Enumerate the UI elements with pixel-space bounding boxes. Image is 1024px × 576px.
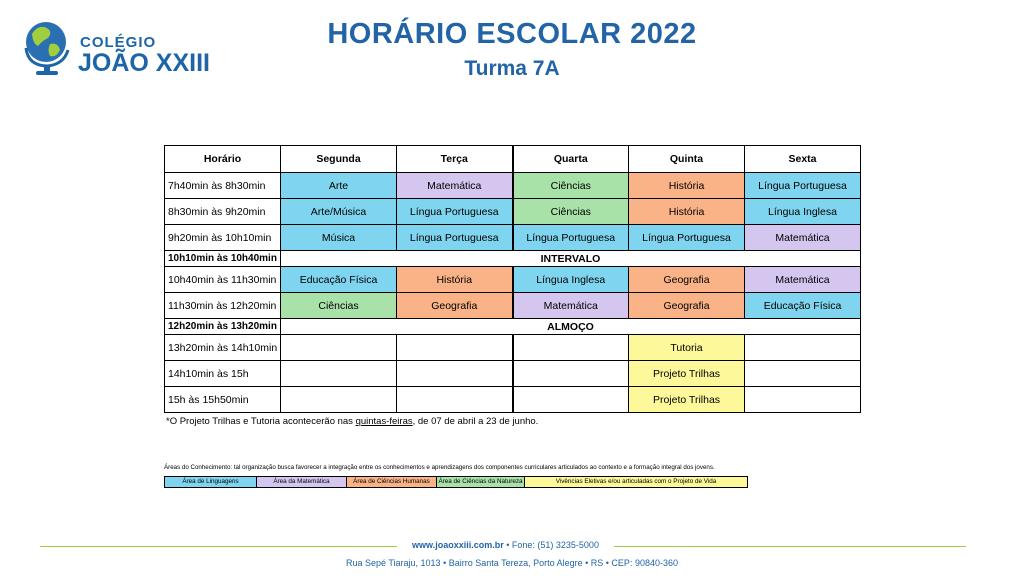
legend-matematica: Área da Matemática [257, 477, 347, 487]
schedule-table [164, 145, 861, 413]
break-label: INTERVALO [281, 251, 861, 267]
break-row [165, 251, 861, 267]
break-label: ALMOÇO [281, 319, 861, 335]
class-cell: Língua Inglesa [745, 199, 861, 225]
footnote [166, 416, 538, 427]
class-cell [745, 335, 861, 361]
header-horario: Horário [165, 146, 281, 173]
footer-address: Rua Sepé Tiaraju, 1013 • Bairro Santa Tereza, Porto Alegre • RS • CEP: 90840-360 [346, 558, 678, 568]
class-cell: Tutoria [629, 335, 745, 361]
logo-line-1: COLÉGIO [80, 34, 157, 51]
table-row [165, 267, 861, 293]
class-cell [281, 387, 397, 413]
class-cell: Ciências [513, 173, 629, 199]
areas-note: Áreas do Conhecimento: tal organização busca favorecer a integração entre os conhecimentos e aprendizagens dos componentes curriculares articulados ao contexto e a formação integral dos jovens. [164, 464, 715, 471]
time-cell: 12h20min às 13h20min [165, 319, 281, 335]
class-cell [745, 361, 861, 387]
table-row [165, 199, 861, 225]
class-cell: Música [281, 225, 397, 251]
class-cell [281, 335, 397, 361]
class-cell: Língua Portuguesa [745, 173, 861, 199]
class-cell: Projeto Trilhas [629, 361, 745, 387]
legend-natureza: Área de Ciências da Natureza [437, 477, 525, 487]
class-cell: Geografia [397, 293, 513, 319]
class-cell: História [629, 199, 745, 225]
class-cell: Matemática [745, 225, 861, 251]
logo-line-2: JOÃO XXIII [78, 49, 210, 77]
class-cell [513, 387, 629, 413]
class-subtitle: Turma 7A [464, 57, 560, 80]
class-cell [397, 335, 513, 361]
class-cell [281, 361, 397, 387]
time-cell: 15h às 15h50min [165, 387, 281, 413]
time-cell: 8h30min às 9h20min [165, 199, 281, 225]
footer-divider-left [40, 546, 397, 547]
class-cell: Educação Física [745, 293, 861, 319]
footer-divider-right [614, 546, 966, 547]
class-cell: Arte [281, 173, 397, 199]
table-row [165, 387, 861, 413]
header-row [165, 146, 861, 173]
header-quinta: Quinta [629, 146, 745, 173]
time-cell: 10h40min às 11h30min [165, 267, 281, 293]
class-cell: Língua Portuguesa [397, 199, 513, 225]
footnote-post: , de 07 de abril a 23 de junho. [412, 416, 539, 427]
class-cell: Geografia [629, 293, 745, 319]
footer-site-link[interactable]: www.joaoxxiii.com.br [412, 540, 504, 550]
header-quarta: Quarta [513, 146, 629, 173]
table-row [165, 361, 861, 387]
header-terca: Terça [397, 146, 513, 173]
class-cell: Língua Portuguesa [513, 225, 629, 251]
time-cell: 13h20min às 14h10min [165, 335, 281, 361]
legend-humanas: Área de Ciências Humanas [347, 477, 437, 487]
class-cell [745, 387, 861, 413]
class-cell: Ciências [281, 293, 397, 319]
time-cell: 9h20min às 10h10min [165, 225, 281, 251]
class-cell: Matemática [513, 293, 629, 319]
class-cell: Ciências [513, 199, 629, 225]
class-cell: Projeto Trilhas [629, 387, 745, 413]
legend-linguagens: Área de Linguagens [165, 477, 257, 487]
class-cell: História [629, 173, 745, 199]
footnote-pre: *O Projeto Trilhas e Tutoria acontecerão nas [166, 416, 356, 427]
table-row [165, 173, 861, 199]
footnote-link: quintas-feiras [355, 416, 413, 427]
time-cell: 14h10min às 15h [165, 361, 281, 387]
class-cell: Língua Portuguesa [397, 225, 513, 251]
table-row [165, 335, 861, 361]
time-cell: 10h10min às 10h40min [165, 251, 281, 267]
class-cell: Geografia [629, 267, 745, 293]
areas-legend [164, 476, 748, 488]
break-row [165, 319, 861, 335]
class-cell: Arte/Música [281, 199, 397, 225]
class-cell [513, 361, 629, 387]
class-cell: Educação Física [281, 267, 397, 293]
page-title: HORÁRIO ESCOLAR 2022 [327, 18, 697, 50]
class-cell: História [397, 267, 513, 293]
time-cell: 7h40min às 8h30min [165, 173, 281, 199]
class-cell: Matemática [745, 267, 861, 293]
class-cell [397, 361, 513, 387]
class-cell: Língua Portuguesa [629, 225, 745, 251]
class-cell: Língua Inglesa [513, 267, 629, 293]
globe-icon [20, 14, 78, 78]
header-segunda: Segunda [281, 146, 397, 173]
class-cell [397, 387, 513, 413]
table-row [165, 225, 861, 251]
school-logo [20, 14, 220, 80]
class-cell: Matemática [397, 173, 513, 199]
footer-phone: • Fone: (51) 3235-5000 [503, 540, 599, 550]
footer-contact [397, 540, 614, 550]
legend-vivencias: Vivências Eletivas e/ou articuladas com o Projeto de Vida [525, 477, 747, 487]
class-cell [513, 335, 629, 361]
time-cell: 11h30min às 12h20min [165, 293, 281, 319]
table-row [165, 293, 861, 319]
header-sexta: Sexta [745, 146, 861, 173]
